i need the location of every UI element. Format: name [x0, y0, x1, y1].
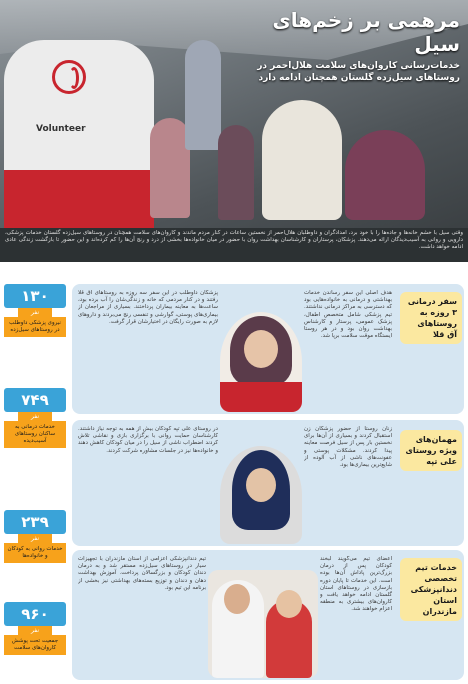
- section-body-left: پزشکان داوطلب در این سفر سه روزه به روستاهای آق قلا رفتند و در کنار مردمی که خانه و زندگی‌شان را آب برده بود، ساعت‌ها به معاینه بیماران پرداختند. بسیاری از مراجعان از بیماری‌های پوستی، گوارشی و تنفسی رنج می‌بردند و داروهای لازم به صورت رایگان در اختیارشان قرار گرفت.: [78, 290, 218, 325]
- section-subheading: خدمات تیم تخصصی دندانپزشکی استان مازندران: [400, 558, 462, 621]
- section-panel: [72, 550, 464, 680]
- stat-value: ۹۶۰: [4, 602, 66, 626]
- stat-value: ۱۳۰: [4, 284, 66, 308]
- stat-desc: خدمات درمانی به ساکنان روستاهای آسیب‌دیده: [4, 421, 66, 448]
- section-panel: [72, 284, 464, 414]
- section-subheading: مهمان‌های ویژه روستای علی تپه: [400, 430, 462, 471]
- hero-photo: [0, 0, 468, 228]
- stat-desc: نیروی پزشکی داوطلب در روستاهای سیل‌زده: [4, 317, 66, 337]
- section-body-left: در روستای علی تپه کودکان بیش از همه به توجه نیاز داشتند. کارشناسان حمایت روانی با برگزاری بازی و نقاشی تلاش کردند اضطراب ناشی از سیل را در میان کودکان کاهش دهند و خانواده‌ها نیز در جلسات مشاوره شرکت کردند.: [78, 426, 218, 454]
- headline-title: مرهمی بر زخم‌های سیل: [272, 8, 460, 56]
- dentist-with-child-photo: [208, 570, 318, 678]
- stat-block: [4, 602, 66, 655]
- elderly-woman-figure: [345, 130, 425, 220]
- elderly-man-figure: [262, 100, 342, 220]
- stat-desc: جمعیت تحت پوشش کاروان‌های سلامت: [4, 635, 66, 655]
- section-panel: [72, 420, 464, 546]
- stat-block: [4, 284, 66, 337]
- stat-value: ۷۴۹: [4, 388, 66, 412]
- section-subheading: سفر درمانی ۳ روزه به روستاهای آق قلا: [400, 292, 462, 344]
- photo-caption: وقتی سیل با خشم خانه‌ها و جاده‌ها را با خود برد، امدادگران و داوطلبان هلال‌احمر از نخستین ساعات در کنار مردم ماندند و کاروان‌های سلامت همچنان در روستاهای سیل‌زده گلستان خدمات پزشکی، دارویی و روانی به آسیب‌دیدگان ارائه می‌دهند. پزشکان، پرستاران و کارشناسان بهداشت روان با حضور در میان خانواده‌ها بخشی از درد و رنج آن‌ها را کم کرده‌اند و این حضور تا بازگشت زندگی عادی ادامه خواهد داشت.: [0, 228, 468, 262]
- stats-column: [0, 262, 70, 684]
- woman-doctor-photo: [220, 312, 302, 412]
- stat-unit: نفر: [18, 626, 52, 635]
- stat-unit: نفر: [18, 534, 52, 543]
- stat-desc: خدمات روانی به کودکان و خانواده‌ها: [4, 543, 66, 563]
- section-body-right: زنان روستا از حضور پزشکان زن استقبال کردند و بسیاری از آن‌ها برای نخستین بار پس از سیل فرصت معاینه پیدا کردند. مشکلات پوستی و عفونت‌های ناشی از آب آلوده از شایع‌ترین بیماری‌ها بود.: [304, 426, 392, 469]
- stat-value: ۲۳۹: [4, 510, 66, 534]
- woman-figure: [185, 40, 221, 150]
- girl-figure: [218, 125, 254, 220]
- headline-box: [250, 8, 460, 84]
- stat-block: [4, 388, 66, 448]
- section-body-right: هدف اصلی این سفر رساندن خدمات بهداشتی و درمانی به خانواده‌هایی بود که دسترسی به مراکز درمانی نداشتند. تیم پزشکی شامل متخصص اطفال، پزشک عمومی، پرستار و کارشناس بهداشت روان بود و در هر روستا ایستگاه موقت سلامت برپا شد.: [304, 290, 392, 340]
- stat-block: [4, 510, 66, 563]
- stat-unit: نفر: [18, 412, 52, 421]
- section-body-left: تیم دندانپزشکی اعزامی از استان مازندران با تجهیزات سیار در روستاهای سیل‌زده مستقر شد و به درمان دندان کودکان و بزرگسالان پرداخت. آموزش بهداشت دهان و دندان و توزیع بسته‌های بهداشتی نیز بخشی از برنامه این تیم بود.: [78, 556, 206, 591]
- red-crescent-logo: [52, 60, 86, 94]
- elderly-woman-photo: [220, 446, 302, 544]
- stat-unit: نفر: [18, 308, 52, 317]
- headline-subtitle: خدمات‌رسانی کاروان‌های سلامت هلال‌احمر در روستاهای سیل‌زده گلستان همچنان ادامه دارد: [257, 61, 460, 83]
- volunteer-label: Volunteer: [36, 124, 86, 134]
- section-body-right: اعضای تیم می‌گویند لبخند کودکان پس از درمان بزرگ‌ترین پاداش آن‌ها بوده است. این خدمات تا پایان دوره بازسازی در روستاهای استان گلستان ادامه خواهد یافت و کاروان‌های بیشتری به منطقه اعزام خواهند شد.: [320, 556, 392, 613]
- child-figure: [150, 118, 190, 218]
